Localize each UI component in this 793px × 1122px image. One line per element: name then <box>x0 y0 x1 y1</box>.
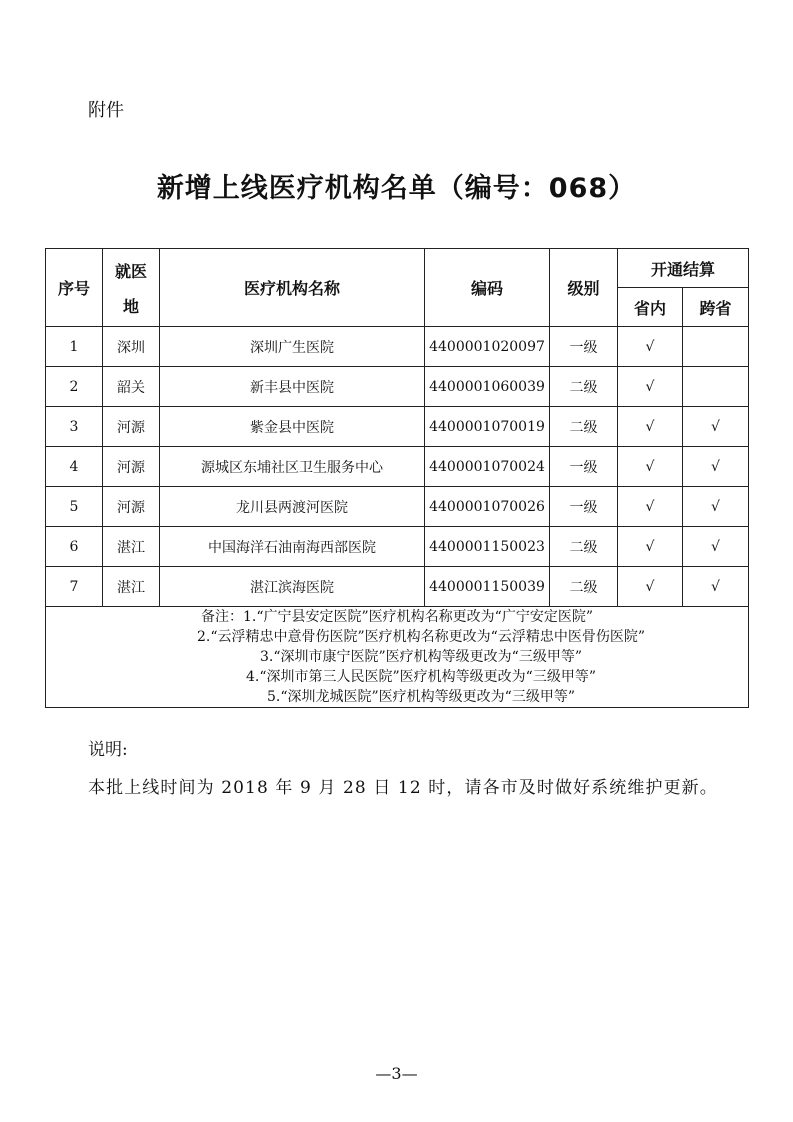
table-row <box>46 407 749 447</box>
note-item: 4.“深圳市第三人民医院”医疗机构等级更改为“三级甲等” <box>246 669 596 685</box>
row-region: 河源 <box>103 407 160 447</box>
row-name: 中国海洋石油南海西部医院 <box>160 527 425 567</box>
row-cross-province-check <box>683 327 749 367</box>
row-in-province-check: √ <box>618 527 683 567</box>
table-row <box>46 327 749 367</box>
row-name: 紫金县中医院 <box>160 407 425 447</box>
page-title: 新增上线医疗机构名单（编号：068） <box>156 173 637 204</box>
header-name: 医疗机构名称 <box>160 249 425 327</box>
row-level: 一级 <box>550 447 618 487</box>
note-item: 备注：1.“广宁县安定医院”医疗机构名称更改为“广宁安定医院” <box>201 609 593 625</box>
table-row <box>46 567 749 607</box>
row-in-province-check: √ <box>618 447 683 487</box>
institution-table <box>45 248 749 708</box>
row-code: 4400001070019 <box>425 407 550 447</box>
table-row <box>46 527 749 567</box>
row-name: 深圳广生医院 <box>160 327 425 367</box>
row-region: 河源 <box>103 447 160 487</box>
row-cross-province-check: √ <box>683 567 749 607</box>
row-level: 二级 <box>550 567 618 607</box>
row-in-province-check: √ <box>618 407 683 447</box>
row-seq: 3 <box>46 407 103 447</box>
row-level: 二级 <box>550 367 618 407</box>
row-level: 一级 <box>550 487 618 527</box>
row-seq: 5 <box>46 487 103 527</box>
row-in-province-check: √ <box>618 327 683 367</box>
row-seq: 2 <box>46 367 103 407</box>
explanation-title: 说明: <box>88 740 128 760</box>
row-region: 湛江 <box>103 527 160 567</box>
row-region: 河源 <box>103 487 160 527</box>
row-region: 韶关 <box>103 367 160 407</box>
header-level: 级别 <box>550 249 618 327</box>
row-code: 4400001060039 <box>425 367 550 407</box>
row-cross-province-check: √ <box>683 527 749 567</box>
header-region-line1: 就医 <box>114 261 147 281</box>
row-cross-province-check: √ <box>683 487 749 527</box>
row-level: 二级 <box>550 407 618 447</box>
row-name: 源城区东埔社区卫生服务中心 <box>160 447 425 487</box>
row-level: 一级 <box>550 327 618 367</box>
header-code: 编码 <box>425 249 550 327</box>
row-code: 4400001070024 <box>425 447 550 487</box>
notes-cell <box>46 607 749 708</box>
row-cross-province-check: √ <box>683 407 749 447</box>
table-row <box>46 447 749 487</box>
row-name: 湛江滨海医院 <box>160 567 425 607</box>
table-row <box>46 367 749 407</box>
note-item: 2.“云浮精忠中意骨伤医院”医疗机构名称更改为“云浮精忠中医骨伤医院” <box>197 629 645 645</box>
header-settlement: 开通结算 <box>618 249 749 288</box>
row-region: 湛江 <box>103 567 160 607</box>
note-item: 5.“深圳龙城医院”医疗机构等级更改为“三级甲等” <box>267 689 575 705</box>
header-seq: 序号 <box>46 249 103 327</box>
row-cross-province-check: √ <box>683 447 749 487</box>
header-in-province: 省内 <box>618 288 683 327</box>
attachment-label: 附件 <box>88 100 124 121</box>
row-seq: 1 <box>46 327 103 367</box>
row-seq: 4 <box>46 447 103 487</box>
row-seq: 6 <box>46 527 103 567</box>
row-seq: 7 <box>46 567 103 607</box>
notes-row <box>46 607 749 708</box>
row-in-province-check: √ <box>618 487 683 527</box>
note-item: 3.“深圳市康宁医院”医疗机构等级更改为“三级甲等” <box>260 649 582 665</box>
row-in-province-check: √ <box>618 367 683 407</box>
explanation-text: 本批上线时间为 2018 年 9 月 28 日 12 时，请各市及时做好系统维护更新。 <box>88 778 718 798</box>
row-region: 深圳 <box>103 327 160 367</box>
row-in-province-check: √ <box>618 567 683 607</box>
notes-label: 备注： <box>201 609 243 625</box>
row-code: 4400001070026 <box>425 487 550 527</box>
row-level: 二级 <box>550 527 618 567</box>
row-code: 4400001150039 <box>425 567 550 607</box>
row-name: 龙川县两渡河医院 <box>160 487 425 527</box>
header-region-line2: 地 <box>122 296 139 316</box>
page-number: —3— <box>375 1064 418 1083</box>
header-region <box>103 249 160 327</box>
row-name: 新丰县中医院 <box>160 367 425 407</box>
table-row <box>46 487 749 527</box>
row-code: 4400001020097 <box>425 327 550 367</box>
header-cross-province: 跨省 <box>683 288 749 327</box>
row-code: 4400001150023 <box>425 527 550 567</box>
row-cross-province-check <box>683 367 749 407</box>
